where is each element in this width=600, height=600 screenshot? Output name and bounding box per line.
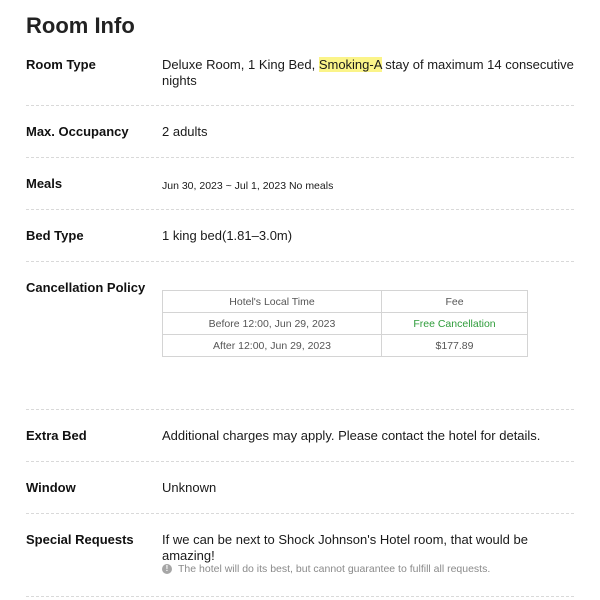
max-occupancy-label: Max. Occupancy [26,124,129,139]
room-type-value [162,57,574,89]
divider [26,105,574,106]
special-requests-label: Special Requests [26,532,134,547]
special-requests-note [162,563,490,575]
bed-type-value: 1 king bed(1.81–3.0m) [162,228,293,243]
table-cell-fee: $177.89 [382,335,528,357]
table-row [163,335,528,357]
room-type-value-prefix: Deluxe Room, 1 King Bed, [162,57,319,72]
extra-bed-value: Additional charges may apply. Please contact the hotel for details. [162,428,541,443]
cancellation-policy-table [162,290,528,357]
extra-bed-label: Extra Bed [26,428,87,443]
table-header-fee: Fee [382,291,528,313]
divider [26,461,574,462]
divider [26,513,574,514]
table-row [163,313,528,335]
info-icon: ! [162,564,172,574]
divider [26,261,574,262]
special-requests-value: If we can be next to Shock Johnson's Hotel room, that would be amazing! [162,532,528,563]
bed-type-label: Bed Type [26,228,84,243]
window-value: Unknown [162,480,217,495]
table-header-time: Hotel's Local Time [163,291,382,313]
divider [26,157,574,158]
room-type-label: Room Type [26,57,96,72]
table-cell-time: Before 12:00, Jun 29, 2023 [163,313,382,335]
max-occupancy-value: 2 adults [162,124,208,139]
room-type-value-suffix: stay of maximum 14 consecutive nights [162,57,574,88]
cancellation-policy-label: Cancellation Policy [26,280,146,295]
special-requests-note-text: The hotel will do its best, but cannot guarantee to fulfill all requests. [178,563,491,575]
meals-label: Meals [26,176,63,191]
divider [26,409,574,410]
meals-value: Jun 30, 2023 ~ Jul 1, 2023 No meals [162,180,334,192]
page-title: Room Info [26,13,135,38]
room-type-highlight: Smoking-A [318,57,382,72]
table-cell-time: After 12:00, Jun 29, 2023 [163,335,382,357]
divider [26,209,574,210]
table-header-row [163,291,528,313]
divider [26,596,574,597]
window-label: Window [26,480,76,495]
table-cell-fee: Free Cancellation [382,313,528,335]
